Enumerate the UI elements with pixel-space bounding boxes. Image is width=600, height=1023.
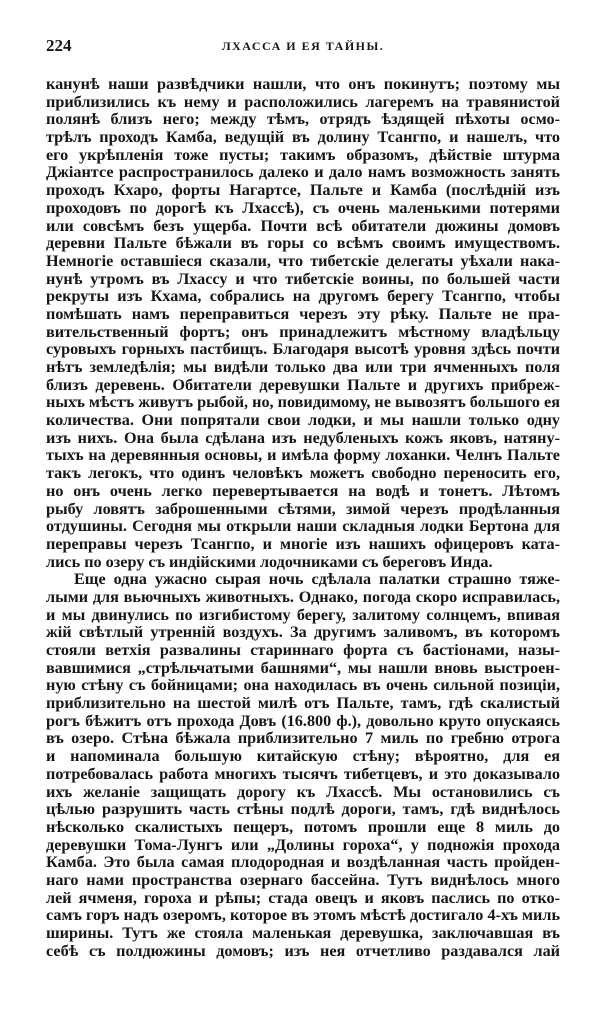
text-line: рогъ бѣжитъ отъ прохода Довъ (16.800 ф.), довольно круто опускаясь [46,712,560,730]
text-line: лей ячменя, гороха и рѣпы; стада овецъ и яковъ паслись по отко- [46,889,560,907]
text-line: себѣ съ полдюжины домовъ; изъ нея отчетливо раздавался лай [46,942,560,960]
text-line: Камба. Это была самая плодородная и воздѣланная часть пройден- [46,854,560,872]
page-header [46,36,560,56]
text-line: ную стѣну съ бойницами; она находилась въ очень сильной позиціи, [46,677,560,695]
text-line: деревни Пальте бѣжали въ горы со всѣмъ своимъ имуществомъ. [46,235,560,253]
text-line: потребовалась работа многихъ тысячъ тибетцевъ, и это доказывало [46,765,560,783]
text-line: количества. Они попрятали свои лодки, и мы нашли только одну [46,412,560,430]
text-line: жій свѣтлый утренній воздухъ. За другимъ заливомъ, въ которомъ [46,624,560,642]
text-line: трѣлъ проходъ Камба, ведущій въ долину Тсангпо, и нашелъ, что [46,129,560,147]
text-line: полянѣ близъ него; между тѣмъ, отрядъ ѣздящей пѣхоты осмо- [46,111,560,129]
text-line: наго нами пространства озернаго бассейна. Тутъ виднѣлось много [46,871,560,889]
body-text [46,76,560,960]
text-line: рыбу ловятъ заброшенными сѣтями, зимой черезъ продѣланныя [46,500,560,518]
text-line: переправы черезъ Тсангпо, и многіе изъ нашихъ офицеровъ ката- [46,535,560,553]
text-line: ихъ желаніе защищать дорогу къ Лхассѣ. Мы остановились съ [46,783,560,801]
text-line: близъ деревень. Обитатели деревушки Пальте и другихъ прибреж- [46,376,560,394]
text-line: цѣлью разрушить часть стѣны подлѣ дороги, тамъ, гдѣ виднѣлось [46,801,560,819]
text-line: приблизительно на шестой милѣ отъ Пальте, тамъ, гдѣ скалистый [46,695,560,713]
text-line: самъ горъ надъ озеромъ, которое въ этомъ мѣстѣ достигало 4-хъ миль [46,907,560,925]
text-line: деревушки Тома-Лунгъ или „Долины гороха“, у подножія прохода [46,836,560,854]
text-line: нунѣ утромъ въ Лхассу и что тибетскіе воины, по большей части [46,270,560,288]
text-line: тыхъ на деревянныя основы, и имѣла форму лоханки. Челнъ Пальте [46,447,560,465]
text-line: проходъ Кхаро, форты Нагартсе, Пальте и Камба (послѣдній изъ [46,182,560,200]
text-line: Джіантсе распространилось далеко и дало намъ возможность занять [46,164,560,182]
text-line: суровыхъ горныхъ пастбищъ. Благодаря высотѣ уровня здѣсь почти [46,341,560,359]
running-title: ЛХАССА И ЕЯ ТАЙНЫ. [221,39,385,53]
text-line: вительственный фортъ; онъ принадлежитъ мѣстному владѣльцу [46,323,560,341]
text-line: лыми для вьючныхъ животныхъ. Однако, погода скоро исправилась, [46,588,560,606]
text-line: Немногіе оставшіеся сказали, что тибетскіе делегаты уѣхали нака- [46,252,560,270]
text-line: приблизились къ нему и расположились лагеремъ на травянистой [46,93,560,111]
text-line: но онъ очень легко перевертывается на водѣ и тонетъ. Лѣтомъ [46,482,560,500]
text-line: изъ нихъ. Она была сдѣлана изъ недубленыхъ кожъ яковъ, натяну- [46,429,560,447]
text-line: помѣшать намъ переправиться черезъ эту рѣку. Пальте не пра- [46,305,560,323]
text-line: отдушины. Сегодня мы открыли наши складныя лодки Бертона для [46,518,560,536]
text-line: и мы двинулись по изгибистому берегу, залитому солнцемъ, впивая [46,606,560,624]
text-line: такъ легокъ, что одинъ человѣкъ можетъ свободно переносить его, [46,465,560,483]
text-line: или совсѣмъ безъ ущерба. Почти всѣ обитатели дюжины домовъ [46,217,560,235]
paragraph-start-line: Еще одна ужасно сырая ночь сдѣлала палатки страшно тяже- [74,571,560,589]
text-line: ширины. Тутъ же стояла маленькая деревушка, заключавшая въ [46,925,560,942]
text-line: ныхъ мѣстъ живутъ рыбой, но, повидимому, не вывозятъ большого ея [46,394,560,412]
text-line: стояли ветхія развалины стариннаго форта съ бастіонами, назы- [46,642,560,659]
text-line: и напоминала большую китайскую стѣну; вѣроятно, для ея [46,748,560,766]
text-line: его укрѣпленія тоже пусты; такимъ образомъ, дѣйствіе штурма [46,146,560,164]
text-line: канунѣ наши развѣдчики нашли, что онъ покинутъ; поэтому мы [46,76,560,93]
text-line: вавшимися „стрѣльчатыми башнями“, мы нашли вновь выстроен- [46,659,560,677]
text-line: лись по озеру съ индійскими лодочниками съ береговъ Инда. [46,553,493,571]
text-line: нѣтъ земледѣлія; мы видѣли только два или три ячменныхъ поля [46,359,560,376]
text-line: рекруты изъ Кхама, собрались на другомъ берегу Тсангпо, чтобы [46,288,560,306]
text-line: проходовъ по дорогѣ къ Лхассѣ), съ очень маленькими потерями [46,199,560,217]
text-line: нѣсколько скалистыхъ пещеръ, потомъ прошли еще 8 миль до [46,818,560,836]
page-number: 224 [46,36,72,55]
text-line: въ озеро. Стѣна бѣжала приблизительно 7 миль по гребню отрога [46,730,560,748]
